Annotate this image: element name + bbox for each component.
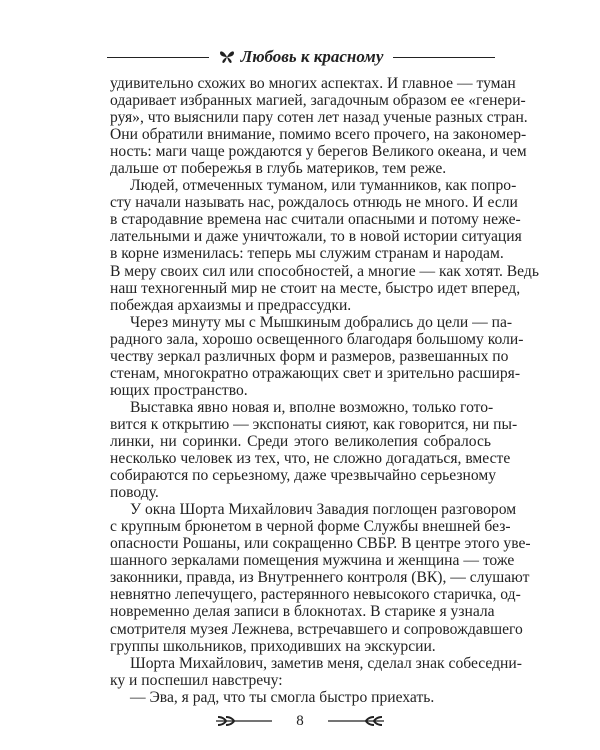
text-line: стенам, многократно отражающих свет и зрительно расширя- <box>110 364 521 382</box>
text-line: Выставка явно новая и, вполне возможно, только гото- <box>130 398 494 416</box>
ornament-right-icon <box>326 714 386 728</box>
text-line: наш техногенный мир не стоит на месте, быстро идет вперед, <box>110 279 521 297</box>
text-line: ку и поспешил навстречу: <box>110 671 283 689</box>
paragraph <box>110 177 539 314</box>
text-line: Через минуту мы с Мышкиным добрались до цели — па- <box>130 313 513 331</box>
text-line: шанного зеркалами помещения мужчина и женщина — тоже <box>110 552 515 570</box>
paragraph <box>110 398 518 502</box>
text-line: лательными и даже уничтожали, то в новой истории ситуация <box>110 228 522 246</box>
text-line: вится к открытию — экспонаты сияют, как говорится, ни пы- <box>110 415 518 433</box>
paragraph <box>110 501 531 655</box>
text-line: несколько человек из тех, что, не сложно догадаться, вместе <box>110 450 511 468</box>
text-line: опасности Рошаны, или сокращенно СВБР. В центре этого уве- <box>110 535 531 553</box>
paragraph <box>110 654 522 689</box>
butterfly-icon <box>219 50 235 64</box>
paragraph <box>110 689 491 706</box>
text-line: с крупным брюнетом в черной форме Службы внешней без- <box>110 518 511 536</box>
body-text <box>110 75 539 706</box>
text-line: В меру своих сил или способностей, а многие — как хотят. Ведь <box>110 262 539 280</box>
text-line: ность: маги чаще рождаются у берегов Великого океана, и чем <box>110 143 527 161</box>
text-line: удивительно схожих во многих аспектах. И главное — туман <box>110 75 516 92</box>
text-line: Людей, отмеченных туманом, или туманников, как попро- <box>130 177 517 195</box>
running-header <box>107 46 495 68</box>
ornament-left-icon <box>214 714 274 728</box>
text-line: Шорта Михайлович, заметив меня, сделал знак собеседни- <box>130 654 522 672</box>
text-line: в стародавние времена нас считали опасными и потому неже- <box>110 211 521 229</box>
text-line: смотрителя музея Лежнева, встречавшего и сопровождавшего <box>110 620 523 638</box>
text-line: Они обратили внимание, помимо всего прочего, на закономер- <box>110 126 527 144</box>
page-number: 8 <box>296 712 304 729</box>
text-line: в корне изменилась: теперь мы служим странам и народам. <box>110 245 504 263</box>
text-line: честву зеркал различных форм и размеров, развешанных по <box>110 347 509 365</box>
text-line: группы школьников, приходивших на экскурсии. <box>110 637 436 655</box>
text-line: ющих пространство. <box>110 381 248 399</box>
text-line: законники, правда, из Внутреннего контроля (ВК), — слушают <box>110 569 530 587</box>
paragraph <box>110 75 528 178</box>
text-line: невнятно лепечущего, растерянного невысокого старичка, од- <box>110 586 521 604</box>
text-line: одаривает избранных магией, загадочным образом ее «генери- <box>110 92 526 110</box>
text-line: сту начали называть нас, рождалось отнюдь не много. И если <box>110 194 518 212</box>
text-line: поводу. <box>110 484 159 502</box>
text-line: побеждая архаизмы и предрассудки. <box>110 296 352 314</box>
page-footer <box>210 710 390 732</box>
header-rule-right <box>393 57 495 58</box>
header-title: Любовь к красному <box>240 47 384 66</box>
running-title <box>209 47 394 67</box>
header-rule-left <box>107 57 209 58</box>
text-line: — Эва, я рад, что ты смогла быстро приехать. <box>130 688 435 706</box>
text-line: новременно делая записи в блокнотах. В старике я узнала <box>110 603 495 621</box>
text-line: радного зала, хорошо освещенного благодаря большому коли- <box>110 330 524 348</box>
text-line: линки, ни соринки. Среди этого великолепия собралось <box>110 432 491 450</box>
paragraph <box>110 313 524 399</box>
text-line: дальше от побережья в глубь материков, тем реже. <box>110 160 447 178</box>
text-line: собираются по серьезному, даже чрезвычайно серьезному <box>110 467 497 485</box>
text-line: У окна Шорта Михайлович Завадия поглощен разговором <box>130 501 517 519</box>
text-line: руя», что выяснили пару сотен лет назад ученые разных стран. <box>110 109 528 127</box>
